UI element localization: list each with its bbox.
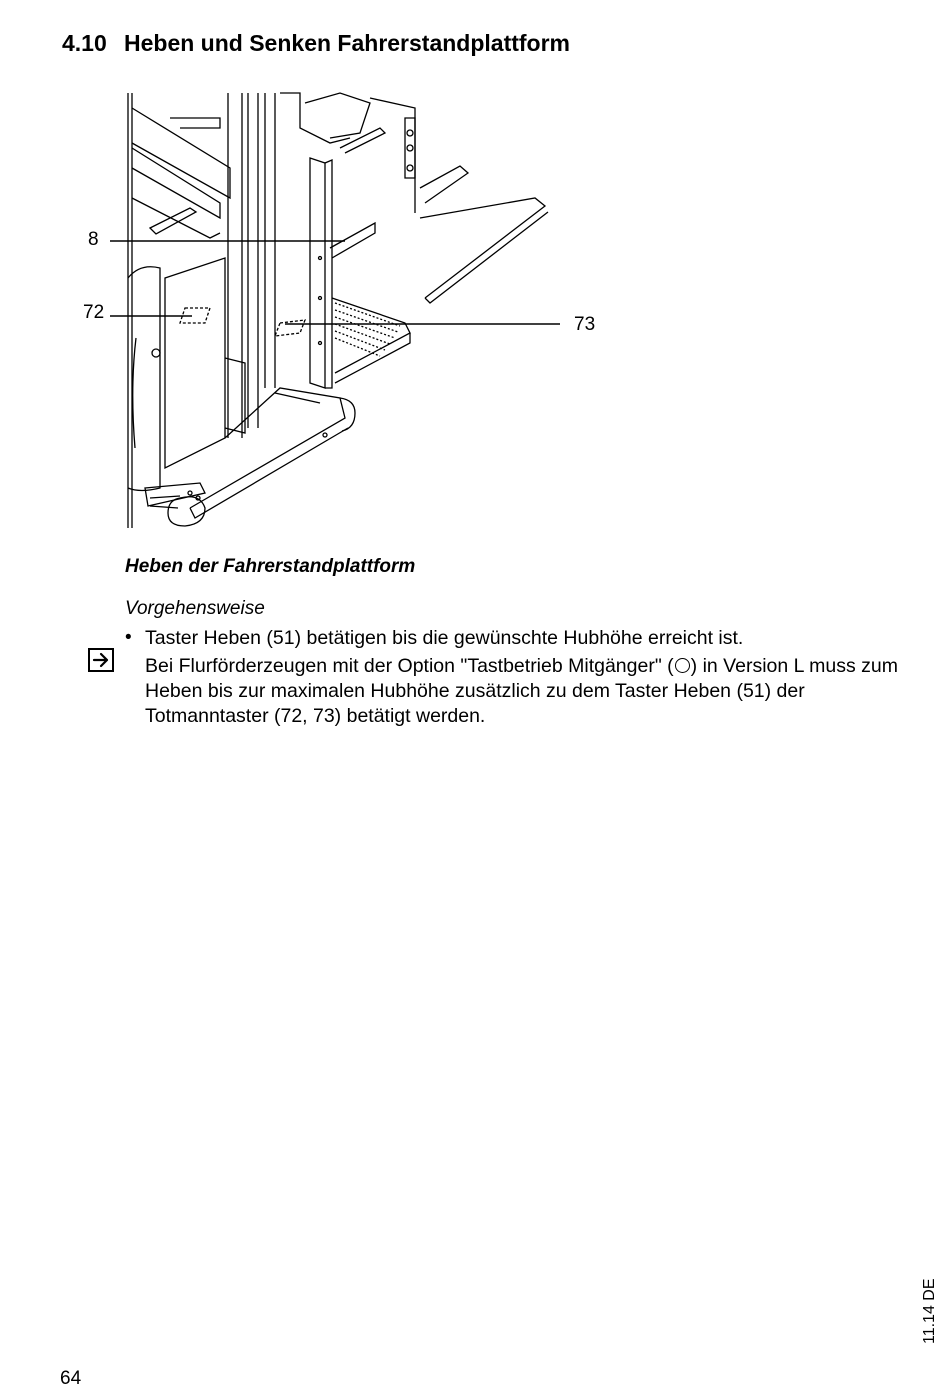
note-text-part1: Bei Flurförderzeugen mit der Option "Tastbetrieb Mitgänger" ( [145,655,674,677]
callout-73: 73 [574,314,596,335]
bullet-marker: • [125,627,132,648]
circle-icon [675,658,690,673]
step-text: Taster Heben (51) betätigen bis die gewünschte Hubhöhe erreicht ist. [145,627,744,649]
section-number: 4.10 [62,30,107,56]
arrow-right-icon [88,648,114,672]
section-title: Heben und Senken Fahrerstandplattform [124,30,571,56]
subheading: Heben der Fahrerstandplattform [125,556,416,577]
procedure-label: Vorgehensweise [125,598,265,619]
callout-8: 8 [88,229,99,250]
page-number: 64 [60,1368,82,1389]
edition-date: 11.14 DE [921,1278,938,1344]
note-text-part2: ) in Version L muss zum Heben bis zur maximalen Hubhöhe zusätzlich zu dem Taster Heben (51) der Totmanntaster (72, 73) betätigt werden. [145,655,899,727]
callout-72: 72 [83,302,105,323]
truck-platform-drawing [80,88,640,533]
platform-illustration [80,88,640,533]
section-heading [62,30,570,57]
note-text [145,654,915,729]
